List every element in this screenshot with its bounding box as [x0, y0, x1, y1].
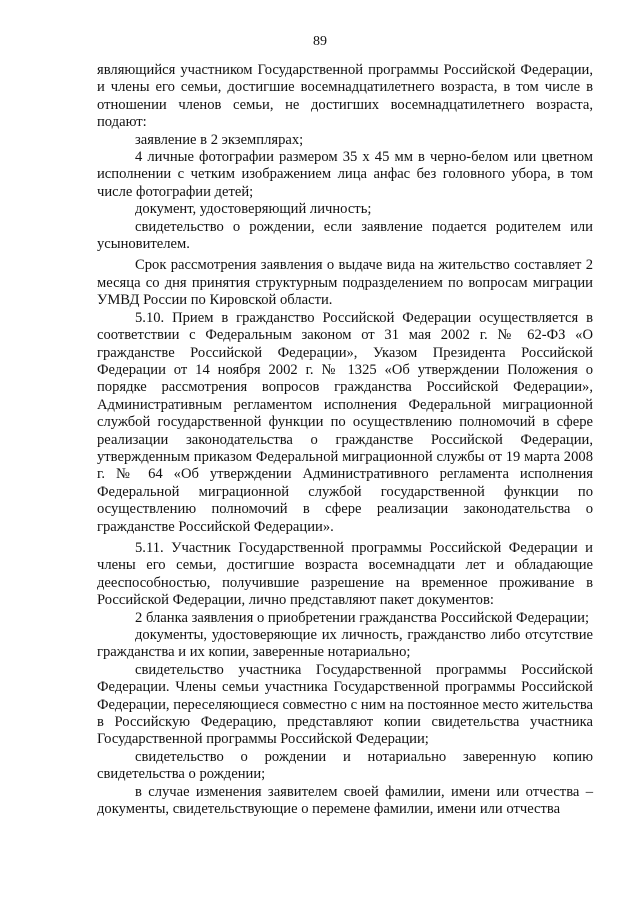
paragraph: свидетельство участника Государственной программы Российской Федерации. Члены семьи участника Государственной программы Российской Федерации, переселяющиеся совместно с ним на постоянное место жительства в Российскую Федерацию, представляют копии свидетельства участника Государственной программы Российской Федерации; [97, 661, 593, 748]
paragraph: 2 бланка заявления о приобретении гражданства Российской Федерации; [135, 609, 590, 626]
paragraph: заявление в 2 экземплярах; [135, 131, 304, 148]
paragraph: Срок рассмотрения заявления о выдаче вида на жительство составляет 2 месяца со дня принятия структурным подразделением по вопросам миграции УМВД России по Кировской области. [97, 257, 593, 309]
paragraph: 5.11. Участник Государственной программы Российской Федерации и члены его семьи, достигшие возраста восемнадцати лет и обладающие дееспособностью, получившие разрешение на временное проживание в Российской Федерации, лично представляют пакет документов: [97, 539, 593, 609]
paragraph: в случае изменения заявителем своей фамилии, имени или отчества – документы, свидетельствующие о перемене фамилии, имени или отчества [97, 783, 593, 818]
paragraph: 5.10. Прием в гражданство Российской Федерации осуществляется в соответствии с Федеральным законом от 31 мая 2002 г. № 62-ФЗ «О гражданстве Российской Федерации», Указом Президента Российской Федерации от 14 ноября 2002 г. № 1325 «Об утверждении Положения о порядке рассмотрения вопросов гражданства Российской Федерации», Административным регламентом исполнения Федеральной миграционной службой государственной функции по осуществлению полномочий в сфере реализации законодательства о гражданстве Российской Федерации, утвержденным приказом Федеральной миграционной службы от 19 марта 2008 г. № 64 «Об утверждении Административного регламента исполнения Федеральной миграционной службой государственной функции по осуществлению полномочий в сфере реализации законодательства о гражданстве Российской Федерации». [97, 309, 593, 535]
page-number: 89 [313, 34, 327, 49]
paragraph: являющийся участником Государственной программы Российской Федерации, и члены его семьи, достигшие восемнадцатилетнего возраста, в том числе в отношении членов семьи, не достигших восемнадцатилетнего возраста, подают: [97, 62, 593, 131]
paragraph: документы, удостоверяющие их личность, гражданство либо отсутствие гражданства и их копии, заверенные нотариально; [97, 627, 593, 661]
paragraph: 4 личные фотографии размером 35 х 45 мм в черно-белом или цветном исполнении с четким изображением лица анфас без головного убора, в том числе фотографии детей; [97, 149, 593, 200]
paragraph: свидетельство о рождении и нотариально заверенную копию свидетельства о рождении; [97, 748, 593, 783]
paragraph: свидетельство о рождении, если заявление подается родителем или усыновителем. [97, 218, 593, 253]
paragraph: документ, удостоверяющий личность; [135, 201, 372, 218]
body-text [97, 62, 593, 818]
